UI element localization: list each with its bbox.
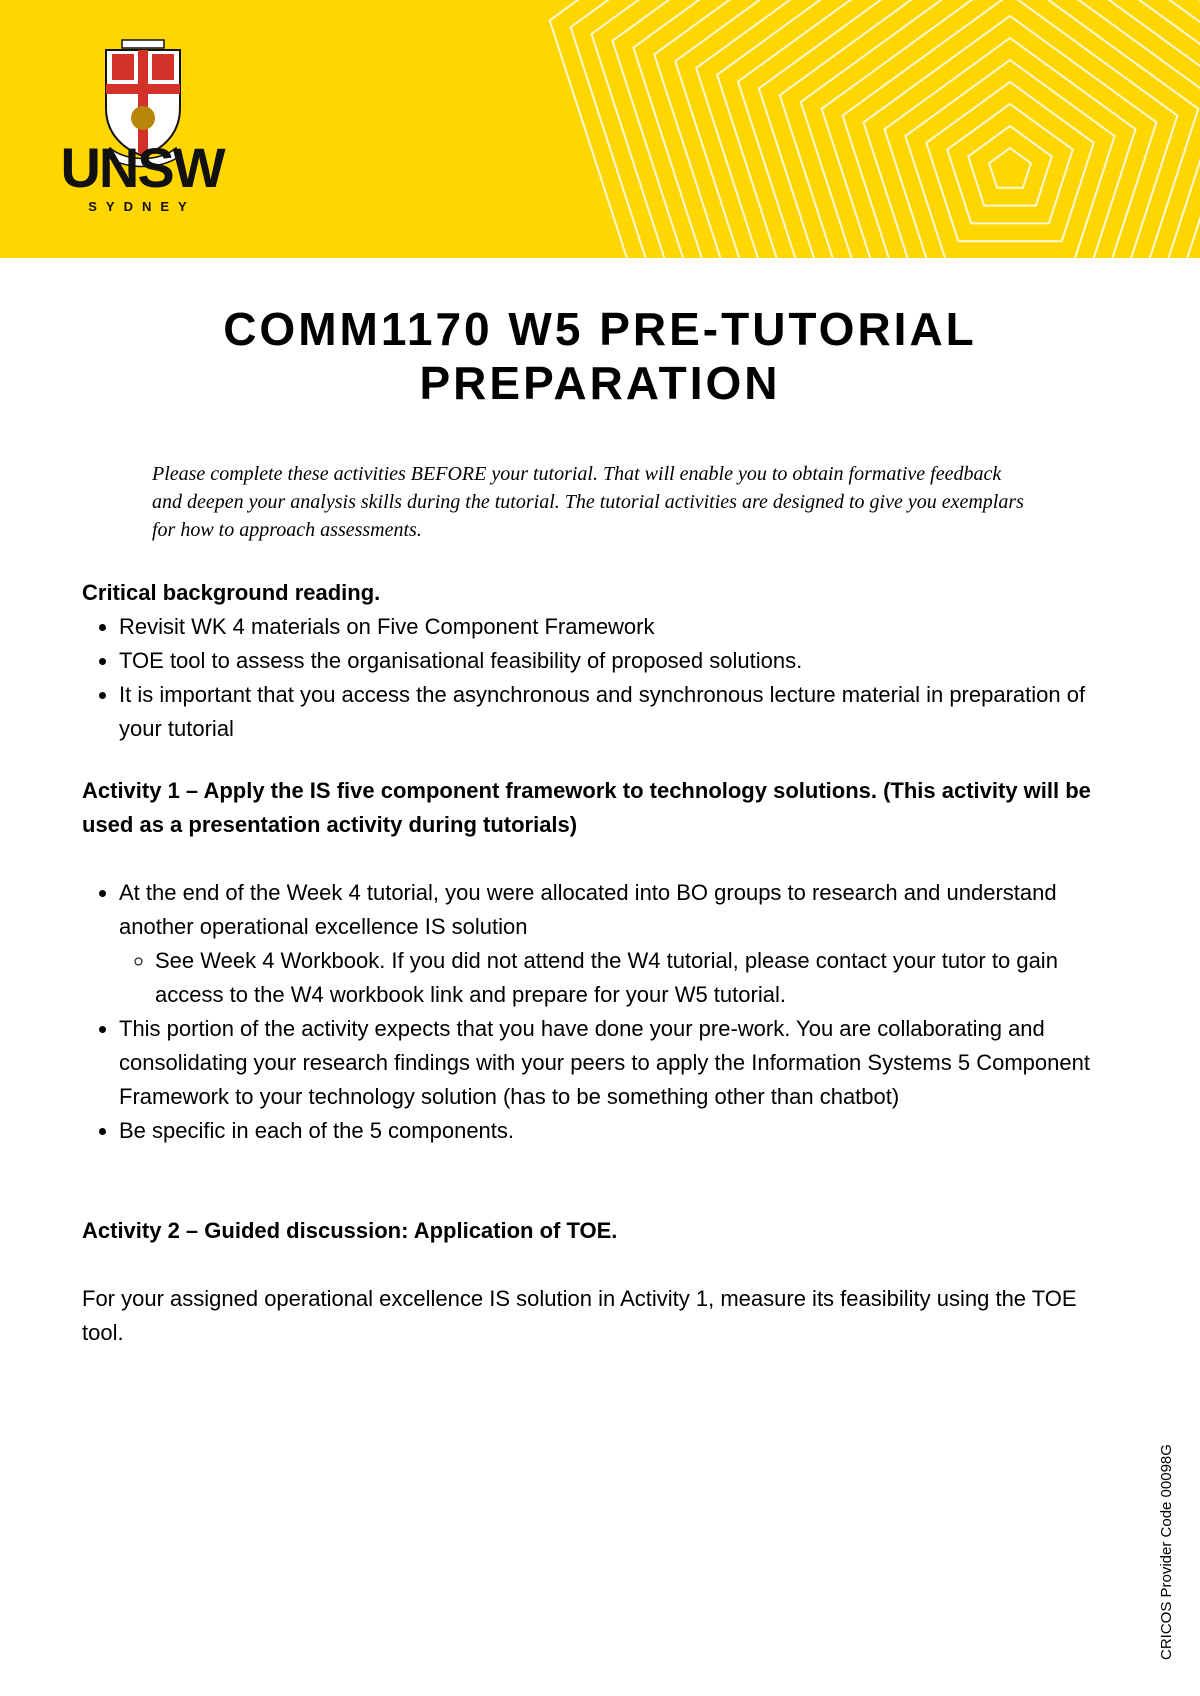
intro-text: Please complete these activities BEFORE your tutorial. That will enable you to obtain formative feedback and deepen your analysis skills during the tutorial. The tutorial activities are designed to give you exemplars for how to approach assessments. xyxy=(152,463,1024,541)
activity1-item-1: At the end of the Week 4 tutorial, you were allocated into BO groups to research and understand another operational excellence IS solution xyxy=(119,880,1057,939)
list-item: • This portion of the activity expects that you have done your pre-work. You are collaborating and consolidating your research findings with your peers to apply the Information Systems 5 Component Framework to your technology solution (has to be something other than chatbot) xyxy=(119,1012,1092,1114)
logo-subtitle: SYDNEY xyxy=(88,199,196,214)
pattern-ring xyxy=(613,0,1200,258)
cricos-code: CRICOS Provider Code 00098G xyxy=(1158,1444,1175,1660)
pattern-ring xyxy=(968,126,1052,206)
pattern-ring xyxy=(801,0,1200,258)
activity1-list xyxy=(82,876,1092,1148)
list-item: • Revisit WK 4 materials on Five Component Framework xyxy=(119,610,1092,644)
pattern-ring xyxy=(905,60,1114,258)
list-item: ◦ See Week 4 Workbook. If you did not attend the W4 tutorial, please contact your tutor to gain access to the W4 workbook link and prepare for your W5 tutorial. xyxy=(155,944,1092,1012)
activity2-body: For your assigned operational excellence IS solution in Activity 1, measure its feasibility using the TOE tool. xyxy=(82,1286,1077,1345)
list-item xyxy=(119,876,1092,1012)
pattern-ring xyxy=(989,148,1031,188)
pattern-ring xyxy=(864,16,1157,258)
title-line-1: COMM1170 W5 PRE-TUTORIAL xyxy=(223,303,977,355)
list-item: • Be specific in each of the 5 components. xyxy=(119,1114,1092,1148)
activity1-heading: Activity 1 – Apply the IS five component framework to technology solutions. (This activity will be used as a presentation activity during tutorials) xyxy=(82,778,1091,837)
background-heading: Critical background reading. xyxy=(82,580,381,605)
list-item: • TOE tool to assess the organisational feasibility of proposed solutions. xyxy=(119,644,1092,678)
pattern-ring xyxy=(780,0,1200,258)
header-banner xyxy=(0,0,1200,258)
logo-wordmark: UNSW xyxy=(60,136,224,199)
pattern-ring xyxy=(717,0,1200,258)
list-item: • It is important that you access the asynchronous and synchronous lecture material in preparation of your tutorial xyxy=(119,678,1092,746)
document-body xyxy=(82,576,1092,1350)
background-list xyxy=(82,610,1092,746)
activity1-sublist xyxy=(119,944,1092,1012)
title-line-2: PREPARATION xyxy=(419,357,781,409)
page-title xyxy=(100,302,1100,410)
activity2-heading: Activity 2 – Guided discussion: Application of TOE. xyxy=(82,1218,618,1243)
